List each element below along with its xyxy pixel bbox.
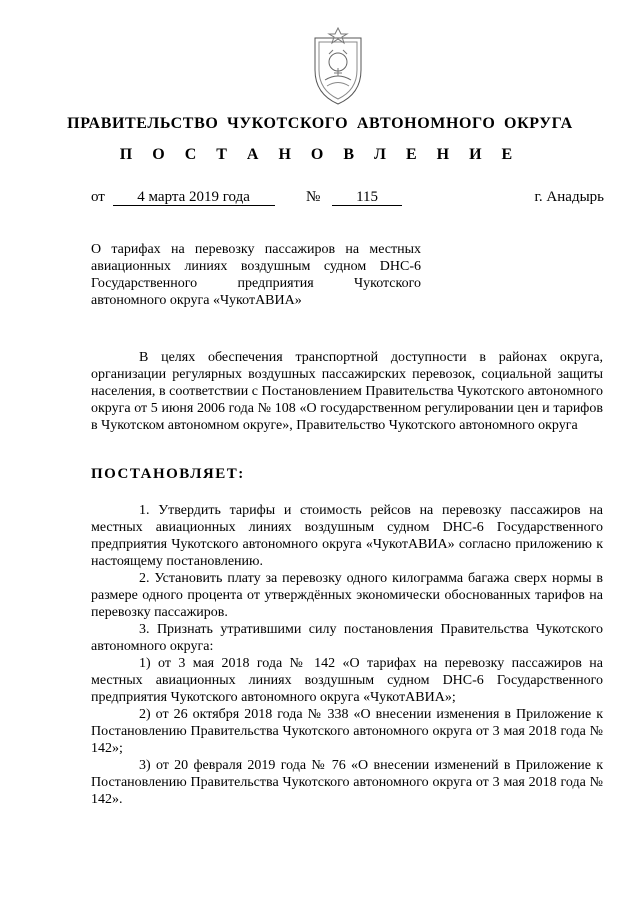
from-label: от — [91, 189, 105, 205]
preamble-paragraph: В целях обеспечения транспортной доступности в районах округа, организации регулярных воздушных пассажирских перевозок, социальной защиты населения, в соответствии с Постановлением Правительства Чукотского автономного округа от 5 июня 2006 года № 108 «О государственном регулировании цен и тарифов в Чукотском автономном округе», Правительство Чукотского автономного округа — [91, 350, 603, 433]
document-type: П О С Т А Н О В Л Е Н И Е — [119, 146, 521, 163]
list-item: 3) от 20 февраля 2019 года № 76 «О внесении изменений в Приложение к Постановлению Правительства Чукотского автономного округа от 3 мая 2018 года № 142». — [91, 758, 603, 807]
document-city: г. Анадырь — [534, 189, 604, 205]
list-item: 2) от 26 октября 2018 года № 338 «О внесении изменения в Приложение к Постановлению Правительства Чукотского автономного округа от 3 мая 2018 года № 142»; — [91, 707, 603, 756]
number-label: № — [306, 189, 321, 205]
document-subject: О тарифах на перевозку пассажиров на местных авиационных линиях воздушным судном DHC-6 Государственного предприятия Чукотского автономного округа «ЧукотАВИА» — [91, 242, 421, 308]
resolve-heading: ПОСТАНОВЛЯЕТ: — [91, 466, 245, 482]
government-title: ПРАВИТЕЛЬСТВО ЧУКОТСКОГО АВТОНОМНОГО ОКРУГА — [67, 115, 573, 132]
list-item: 1. Утвердить тарифы и стоимость рейсов на перевозку пассажиров на местных авиационных линиях воздушным судном DHC-6 Государственного предприятия Чукотского автономного округа «ЧукотАВИА» согласно приложению к настоящему постановлению. — [91, 503, 603, 569]
items-block — [91, 502, 603, 808]
document-date: 4 марта 2019 года — [113, 190, 275, 206]
date-line — [91, 189, 275, 206]
list-item: 3. Признать утратившими силу постановления Правительства Чукотского автономного округа: — [91, 622, 603, 654]
list-item: 2. Установить плату за перевозку одного килограмма багажа сверх нормы в размере одного процента от утверждённых экономически обоснованных тарифов на перевозку пассажиров. — [91, 571, 603, 620]
preamble-block — [91, 349, 603, 434]
coat-of-arms-icon — [303, 24, 373, 108]
list-item: 1) от 3 мая 2018 года № 142 «О тарифах на перевозку пассажиров на местных авиационных линиях воздушным судном DHC-6 Государственного предприятия Чукотского автономного округа «ЧукотАВИА»; — [91, 656, 603, 705]
number-line — [306, 189, 402, 206]
document-number: 115 — [332, 190, 402, 206]
